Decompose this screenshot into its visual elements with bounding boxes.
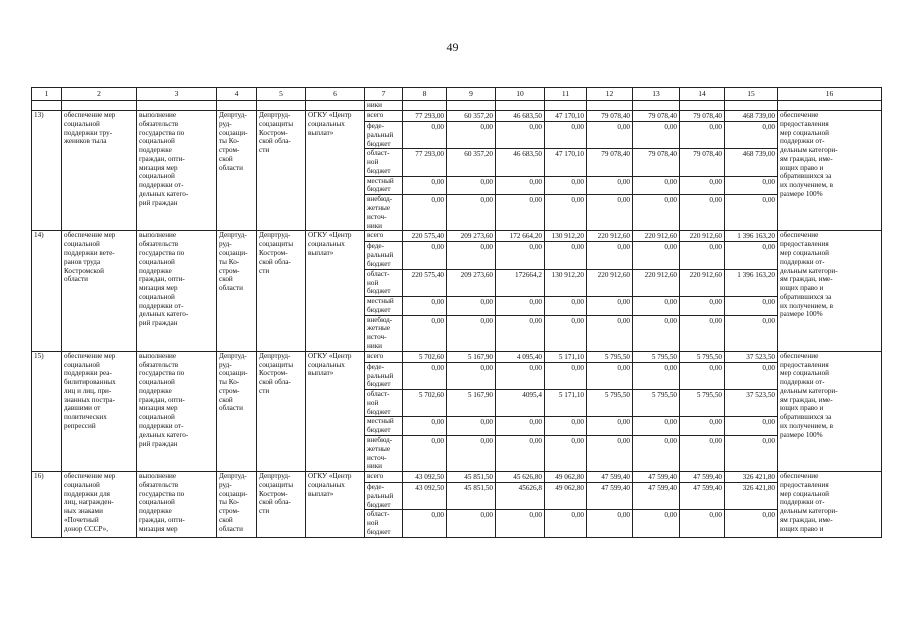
amount-cell: 45626,8 (496, 483, 545, 510)
amount-cell: 0,00 (447, 195, 496, 231)
amount-cell: 209 273,60 (447, 231, 496, 242)
amount-cell: 47 170,10 (545, 149, 587, 176)
measure-name: обеспечение мер социальной поддержки реа- билитированных лиц и лиц, при- знанных постра- давшими от политических репрессий (62, 351, 137, 471)
expected-result: обеспечение предоставления мер социальной поддержки от- дельным категори- ям граждан, име- ющих право и обратившихся за их получением, в размере 100% (778, 351, 882, 471)
amount-cell: 468 739,00 (725, 149, 778, 176)
column-header: 15 (725, 88, 778, 101)
amount-cell: 0,00 (587, 242, 633, 269)
amount-cell: 47 599,40 (633, 472, 680, 483)
obligation-text: выполнение обязательств государства по социальной поддержке граждан, опти- мизация мер социальной поддержки от- дельных катего- рий граждан (137, 351, 217, 471)
amount-cell: 5 795,50 (633, 390, 680, 417)
funding-source-label: внебюд- жетные источ- ники (365, 315, 403, 351)
funding-source-label: област- ной бюджет (365, 390, 403, 417)
amount-cell: 0,00 (447, 242, 496, 269)
column-header: 11 (545, 88, 587, 101)
amount-cell: 220 575,40 (403, 231, 447, 242)
executor: Депртруд- соцзащиты Костром- ской обла- сти (257, 472, 306, 538)
amount-cell: 0,00 (725, 297, 778, 316)
amount-cell: 5 795,50 (633, 351, 680, 362)
funding-source-label: феде- ральный бюджет (365, 362, 403, 389)
amount-cell: 5 171,10 (545, 390, 587, 417)
amount-cell: 5 702,60 (403, 390, 447, 417)
amount-cell: 0,00 (633, 297, 680, 316)
funding-source-label: всего (365, 472, 403, 483)
funding-source-label: област- ной бюджет (365, 510, 403, 537)
amount-cell: 220 912,60 (633, 231, 680, 242)
amount-cell: 5 795,50 (587, 351, 633, 362)
column-header: 4 (217, 88, 257, 101)
amount-cell: 0,00 (447, 510, 496, 537)
column-header: 5 (257, 88, 306, 101)
amount-cell: 0,00 (587, 122, 633, 149)
amount-cell: 43 092,50 (403, 472, 447, 483)
amount-cell: 0,00 (633, 417, 680, 436)
amount-cell: 220 912,60 (633, 269, 680, 296)
amount-cell: 0,00 (496, 436, 545, 472)
amount-cell: 0,00 (447, 176, 496, 195)
amount-cell: 0,00 (545, 122, 587, 149)
amount-cell: 0,00 (633, 510, 680, 537)
amount-cell: 0,00 (633, 122, 680, 149)
amount-cell: 0,00 (680, 122, 725, 149)
amount-cell: 5 795,50 (680, 390, 725, 417)
amount-cell: 0,00 (545, 297, 587, 316)
administrator: Депртуд- руд- соцзащи- ты Ко- стром- ской области (217, 351, 257, 471)
measure-name: обеспечение мер социальной поддержки для лиц, награжден- ных знаками «Почетный донор СССР», (62, 472, 137, 538)
amount-cell: 45 851,50 (447, 472, 496, 483)
amount-cell: 46 683,50 (496, 111, 545, 122)
row-number: 16) (32, 472, 62, 538)
amount-cell: 0,00 (403, 362, 447, 389)
carry-over-row (32, 101, 882, 111)
amount-cell: 79 078,40 (587, 149, 633, 176)
amount-cell: 0,00 (725, 195, 778, 231)
column-header: 6 (306, 88, 365, 101)
amount-cell: 130 912,20 (545, 269, 587, 296)
amount-cell: 0,00 (545, 242, 587, 269)
amount-cell: 0,00 (680, 362, 725, 389)
amount-cell: 43 092,50 (403, 483, 447, 510)
amount-cell: 0,00 (447, 417, 496, 436)
amount-cell: 0,00 (496, 362, 545, 389)
amount-cell: 0,00 (587, 297, 633, 316)
amount-cell: 0,00 (545, 195, 587, 231)
amount-cell: 220 912,60 (587, 231, 633, 242)
amount-cell: 468 739,00 (725, 111, 778, 122)
funding-source-label: внебюд- жетные источ- ники (365, 436, 403, 472)
expected-result: обеспечение предоставления мер социальной поддержки от- дельным категори- ям граждан, име- ющих право и обратившихся за их получением, в размере 100% (778, 111, 882, 231)
amount-cell: 0,00 (680, 195, 725, 231)
amount-cell: 47 599,40 (587, 472, 633, 483)
amount-cell: 79 078,40 (680, 111, 725, 122)
amount-cell: 0,00 (545, 315, 587, 351)
amount-cell: 47 599,40 (633, 483, 680, 510)
amount-cell: 0,00 (403, 315, 447, 351)
column-header: 10 (496, 88, 545, 101)
amount-cell: 77 293,00 (403, 111, 447, 122)
amount-cell: 47 599,40 (680, 483, 725, 510)
amount-cell: 0,00 (403, 122, 447, 149)
amount-cell: 0,00 (725, 122, 778, 149)
amount-cell: 0,00 (680, 242, 725, 269)
column-header: 9 (447, 88, 496, 101)
funding-source-label: феде- ральный бюджет (365, 122, 403, 149)
page-number: 49 (446, 40, 459, 54)
amount-cell: 60 357,20 (447, 149, 496, 176)
amount-cell: 0,00 (680, 176, 725, 195)
amount-cell: 0,00 (496, 315, 545, 351)
funding-source-label: област- ной бюджет (365, 269, 403, 296)
amount-cell: 0,00 (447, 362, 496, 389)
amount-cell: 220 575,40 (403, 269, 447, 296)
amount-cell: 0,00 (447, 315, 496, 351)
amount-cell: 0,00 (725, 315, 778, 351)
amount-cell: 5 702,60 (403, 351, 447, 362)
amount-cell: 77 293,00 (403, 149, 447, 176)
amount-cell: 37 523,50 (725, 351, 778, 362)
amount-cell: 0,00 (680, 417, 725, 436)
amount-cell: 0,00 (403, 297, 447, 316)
recipient: ОГКУ «Центр социальных выплат» (306, 231, 365, 351)
amount-cell: 0,00 (496, 297, 545, 316)
amount-cell: 0,00 (496, 176, 545, 195)
amount-cell: 0,00 (545, 362, 587, 389)
amount-cell: 0,00 (403, 176, 447, 195)
executor: Депртруд- соцзащиты Костром- ской обла- сти (257, 231, 306, 351)
amount-cell: 47 170,10 (545, 111, 587, 122)
amount-cell: 47 599,40 (587, 483, 633, 510)
amount-cell: 4095,4 (496, 390, 545, 417)
amount-cell: 79 078,40 (680, 149, 725, 176)
amount-cell: 0,00 (725, 417, 778, 436)
row-number: 15) (32, 351, 62, 471)
amount-cell: 60 357,20 (447, 111, 496, 122)
column-header: 16 (778, 88, 882, 101)
row-number: 13) (32, 111, 62, 231)
amount-cell: 0,00 (633, 176, 680, 195)
table-row (32, 111, 882, 122)
amount-cell: 5 167,90 (447, 390, 496, 417)
amount-cell: 5 795,50 (587, 390, 633, 417)
expected-result: обеспечение предоставления мер социальной поддержки от- дельным категори- ям граждан, име- ющих право и обратившихся за их получением, в размере 100% (778, 231, 882, 351)
amount-cell: 0,00 (725, 510, 778, 537)
amount-cell: 49 062,80 (545, 472, 587, 483)
amount-cell: 0,00 (447, 122, 496, 149)
amount-cell: 0,00 (633, 436, 680, 472)
funding-source-label: внебюд- жетные источ- ники (365, 195, 403, 231)
table-row (32, 472, 882, 483)
column-header: 13 (633, 88, 680, 101)
amount-cell: 0,00 (496, 195, 545, 231)
amount-cell: 0,00 (496, 510, 545, 537)
amount-cell: 0,00 (587, 417, 633, 436)
recipient: ОГКУ «Центр социальных выплат» (306, 111, 365, 231)
amount-cell: 0,00 (633, 315, 680, 351)
column-header: 2 (62, 88, 137, 101)
amount-cell: 0,00 (587, 362, 633, 389)
column-header: 14 (680, 88, 725, 101)
amount-cell: 0,00 (680, 436, 725, 472)
amount-cell: 0,00 (633, 362, 680, 389)
amount-cell: 0,00 (680, 510, 725, 537)
amount-cell: 0,00 (447, 436, 496, 472)
expected-result: обеспечение предоставления мер социальной поддержки от- дельным категори- ям граждан, име- ющих право и (778, 472, 882, 538)
amount-cell: 0,00 (403, 195, 447, 231)
amount-cell: 0,00 (403, 417, 447, 436)
amount-cell: 0,00 (496, 242, 545, 269)
amount-cell: 46 683,50 (496, 149, 545, 176)
administrator: Депртуд- руд- соцзащи- ты Ко- стром- ской области (217, 472, 257, 538)
amount-cell: 37 523,50 (725, 390, 778, 417)
amount-cell: 0,00 (680, 297, 725, 316)
column-header: 7 (365, 88, 403, 101)
funding-source-label: всего (365, 351, 403, 362)
carry-over-source-label: ники (365, 101, 403, 111)
recipient: ОГКУ «Центр социальных выплат» (306, 472, 365, 538)
amount-cell: 0,00 (403, 242, 447, 269)
executor: Депртруд- соцзащиты Костром- ской обла- сти (257, 351, 306, 471)
column-header: 8 (403, 88, 447, 101)
amount-cell: 0,00 (587, 176, 633, 195)
amount-cell: 5 795,50 (680, 351, 725, 362)
funding-source-label: феде- ральный бюджет (365, 483, 403, 510)
column-header: 3 (137, 88, 217, 101)
amount-cell: 0,00 (545, 417, 587, 436)
amount-cell: 0,00 (587, 436, 633, 472)
amount-cell: 0,00 (633, 195, 680, 231)
amount-cell: 0,00 (725, 362, 778, 389)
amount-cell: 326 421,80 (725, 483, 778, 510)
obligation-text: выполнение обязательств государства по социальной поддержке граждан, опти- мизация мер (137, 472, 217, 538)
amount-cell: 0,00 (725, 436, 778, 472)
amount-cell: 0,00 (403, 436, 447, 472)
amount-cell: 79 078,40 (587, 111, 633, 122)
column-header: 12 (587, 88, 633, 101)
amount-cell: 172664,2 (496, 269, 545, 296)
amount-cell: 130 912,20 (545, 231, 587, 242)
amount-cell: 45 851,50 (447, 483, 496, 510)
amount-cell: 49 062,80 (545, 483, 587, 510)
funding-source-label: феде- ральный бюджет (365, 242, 403, 269)
amount-cell: 220 912,60 (587, 269, 633, 296)
amount-cell: 0,00 (587, 315, 633, 351)
amount-cell: 0,00 (496, 122, 545, 149)
amount-cell: 79 078,40 (633, 149, 680, 176)
amount-cell: 0,00 (545, 436, 587, 472)
amount-cell: 79 078,40 (633, 111, 680, 122)
amount-cell: 47 599,40 (680, 472, 725, 483)
measure-name: обеспечение мер социальной поддержки вете- ранов труда Костромской области (62, 231, 137, 351)
table-row (32, 231, 882, 242)
amount-cell: 220 912,60 (680, 269, 725, 296)
budget-table (31, 87, 882, 538)
table-row (32, 351, 882, 362)
amount-cell: 0,00 (725, 176, 778, 195)
amount-cell: 1 396 163,20 (725, 269, 778, 296)
amount-cell: 0,00 (633, 242, 680, 269)
funding-source-label: област- ной бюджет (365, 149, 403, 176)
amount-cell: 0,00 (403, 510, 447, 537)
amount-cell: 0,00 (545, 176, 587, 195)
amount-cell: 0,00 (680, 315, 725, 351)
amount-cell: 0,00 (545, 510, 587, 537)
executor: Депртруд- соцзащиты Костром- ской обла- сти (257, 111, 306, 231)
funding-source-label: местный бюджет (365, 176, 403, 195)
amount-cell: 209 273,60 (447, 269, 496, 296)
column-header: 1 (32, 88, 62, 101)
table-body (32, 88, 882, 538)
amount-cell: 172 664,20 (496, 231, 545, 242)
amount-cell: 5 167,90 (447, 351, 496, 362)
funding-source-label: местный бюджет (365, 417, 403, 436)
amount-cell: 45 626,80 (496, 472, 545, 483)
amount-cell: 220 912,60 (680, 231, 725, 242)
amount-cell: 0,00 (587, 195, 633, 231)
amount-cell: 1 396 163,20 (725, 231, 778, 242)
administrator: Депртуд- руд- соцзащи- ты Ко- стром- ской области (217, 111, 257, 231)
amount-cell: 0,00 (587, 510, 633, 537)
obligation-text: выполнение обязательств государства по социальной поддержке граждан, опти- мизация мер социальной поддержки от- дельных катего- рий граждан (137, 111, 217, 231)
recipient: ОГКУ «Центр социальных выплат» (306, 351, 365, 471)
row-number: 14) (32, 231, 62, 351)
amount-cell: 0,00 (447, 297, 496, 316)
obligation-text: выполнение обязательств государства по социальной поддержке граждан, опти- мизация мер социальной поддержки от- дельных катего- рий граждан (137, 231, 217, 351)
funding-source-label: всего (365, 231, 403, 242)
amount-cell: 0,00 (496, 417, 545, 436)
amount-cell: 4 095,40 (496, 351, 545, 362)
measure-name: обеспечение мер социальной поддержки тру- жеников тыла (62, 111, 137, 231)
amount-cell: 5 171,10 (545, 351, 587, 362)
amount-cell: 326 421,80 (725, 472, 778, 483)
column-header-row (32, 88, 882, 101)
administrator: Депртуд- руд- соцзащи- ты Ко- стром- ской области (217, 231, 257, 351)
amount-cell: 0,00 (725, 242, 778, 269)
funding-source-label: местный бюджет (365, 297, 403, 316)
funding-source-label: всего (365, 111, 403, 122)
